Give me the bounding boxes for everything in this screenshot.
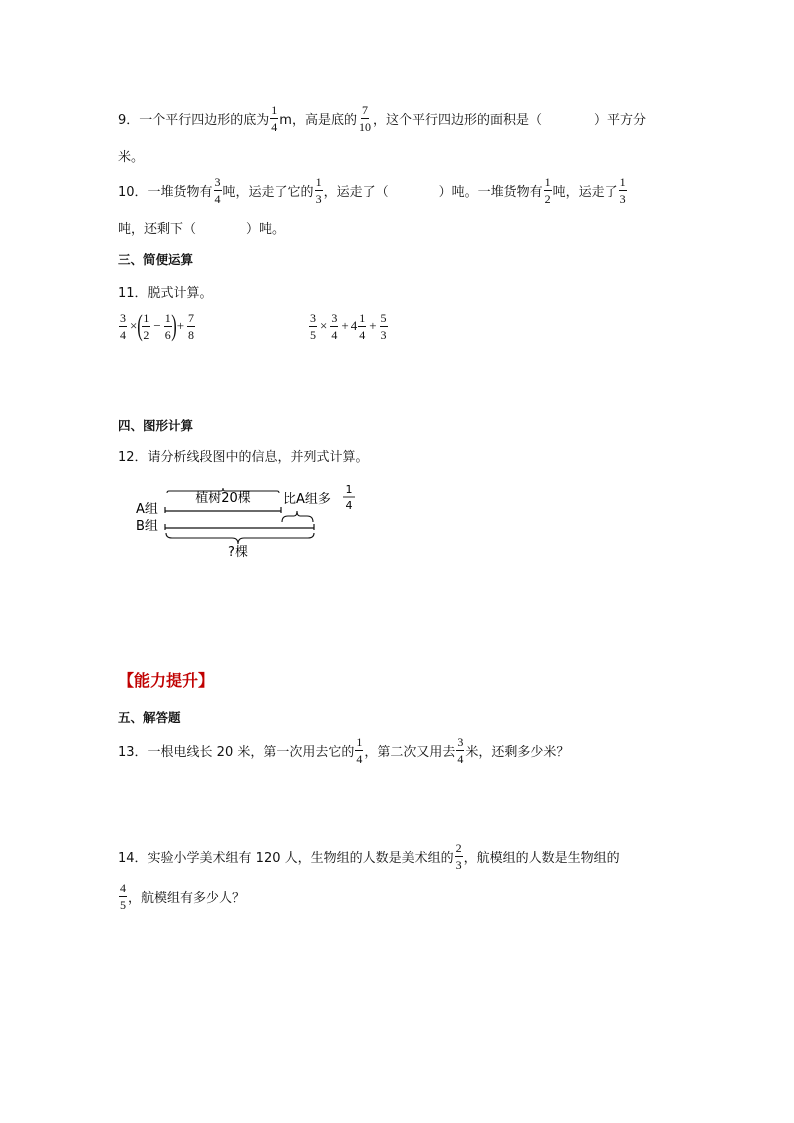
- q10-text-b: 吨，运走了它的: [222, 185, 314, 200]
- e2-fraction-1: $\frac{3}{5}$: [310, 310, 316, 342]
- diagram-compare-label: 比A组多: [283, 492, 331, 507]
- question-13: [118, 736, 569, 765]
- section-heading-3: 三、简便运算: [118, 252, 194, 267]
- e1-times: ×: [130, 318, 138, 333]
- q10-text-a: 10．一堆货物有: [118, 185, 213, 200]
- q13-text-a: 13．一根电线长 20 米，第一次用去它的: [118, 745, 355, 760]
- e1-fraction-2: $\frac{1}{2}$: [143, 310, 150, 342]
- q10-fraction-4: $\frac{1}{3}$: [619, 175, 626, 206]
- q13-text-b: ，第二次又用去: [364, 745, 456, 760]
- e2-whole-number: 4: [350, 318, 358, 333]
- e2-fraction-2: $\frac{3}{4}$: [331, 310, 338, 342]
- q14-text-b: ，航模组的人数是生物组的: [463, 851, 620, 866]
- question-14: [118, 842, 620, 871]
- q9-fraction-2: $\frac{7}{10}$: [358, 103, 371, 134]
- q9-text-a: 9．一个平行四边形的底为: [118, 113, 270, 128]
- q11-expression-1: [118, 308, 196, 344]
- q11-title: 11．脱式计算。: [118, 286, 213, 301]
- diagram-b-label: B组: [136, 519, 158, 534]
- diagram-frac-numerator: 1: [345, 483, 353, 496]
- q10-text-d: ）吨。一堆货物有: [438, 185, 543, 200]
- diagram-top-label: 植树20棵: [195, 491, 251, 506]
- section-heading-5: 五、解答题: [118, 710, 181, 725]
- bottom-brace: [166, 533, 314, 544]
- question-9: [118, 104, 646, 133]
- e1-plus: +: [176, 318, 185, 333]
- q10-fraction-2: $\frac{1}{3}$: [315, 175, 322, 206]
- e1-fraction-4: $\frac{7}{8}$: [188, 310, 195, 342]
- e2-fraction-4: $\frac{5}{3}$: [380, 310, 387, 342]
- q10-text-c: ，运走了（: [323, 185, 389, 200]
- e1-left-paren: (: [137, 309, 144, 342]
- diagram-frac-denominator: 4: [345, 499, 353, 512]
- section-heading-4: 四、图形计算: [118, 418, 194, 433]
- e2-plus-2: +: [369, 318, 377, 333]
- q14-wrap-line: [118, 882, 245, 911]
- q10-wrap-b: ）吨。: [246, 222, 286, 237]
- line-segment-diagram: [130, 480, 390, 570]
- q11-expression-2: [308, 308, 389, 344]
- q10-fraction-3: $\frac{1}{2}$: [544, 175, 551, 206]
- q13-fraction-1: $\frac{1}{4}$: [356, 735, 363, 766]
- e2-fraction-3: $\frac{1}{4}$: [359, 310, 366, 342]
- q10-text-e: 吨，运走了: [552, 185, 618, 200]
- q13-fraction-2: $\frac{3}{4}$: [457, 735, 464, 766]
- q14-fraction-1: $\frac{2}{3}$: [455, 841, 462, 872]
- q12-title: 12．请分析线段图中的信息，并列式计算。: [118, 450, 369, 465]
- q14-text-a: 14．实验小学美术组有 120 人，生物组的人数是美术组的: [118, 851, 454, 866]
- question-10: [118, 176, 628, 205]
- q9-wrap-text: 米。: [118, 150, 145, 165]
- q9-text-c: ）平方分: [593, 113, 646, 128]
- q9-text-b: ，这个平行四边形的面积是（: [372, 113, 542, 128]
- e1-fraction-3: $\frac{1}{6}$: [164, 310, 171, 342]
- e2-times: ×: [320, 318, 328, 333]
- e1-fraction-1: $\frac{3}{4}$: [120, 310, 126, 342]
- e1-right-paren: ): [170, 309, 177, 342]
- q10-wrap-a: 吨，还剩下（: [118, 222, 197, 237]
- q14-fraction-2: $\frac{4}{5}$: [120, 881, 126, 912]
- q9-fraction-1: $\frac{1}{4}$: [271, 103, 278, 134]
- q10-wrap-line: [118, 218, 285, 237]
- diagram-a-label: A组: [136, 502, 158, 517]
- diagram-bottom-label: ?棵: [228, 545, 248, 560]
- q9-text-unit: m，高是底的: [279, 113, 357, 128]
- e1-minus: −: [153, 318, 161, 333]
- q13-text-c: 米，还剩多少米？: [465, 745, 570, 760]
- q14-text-c: ，航模组有多少人？: [128, 891, 246, 906]
- e2-plus-1: +: [341, 318, 349, 333]
- ability-heading: 【能力提升】: [118, 671, 215, 690]
- q10-fraction-1: $\frac{3}{4}$: [214, 175, 221, 206]
- extra-brace: [282, 511, 313, 522]
